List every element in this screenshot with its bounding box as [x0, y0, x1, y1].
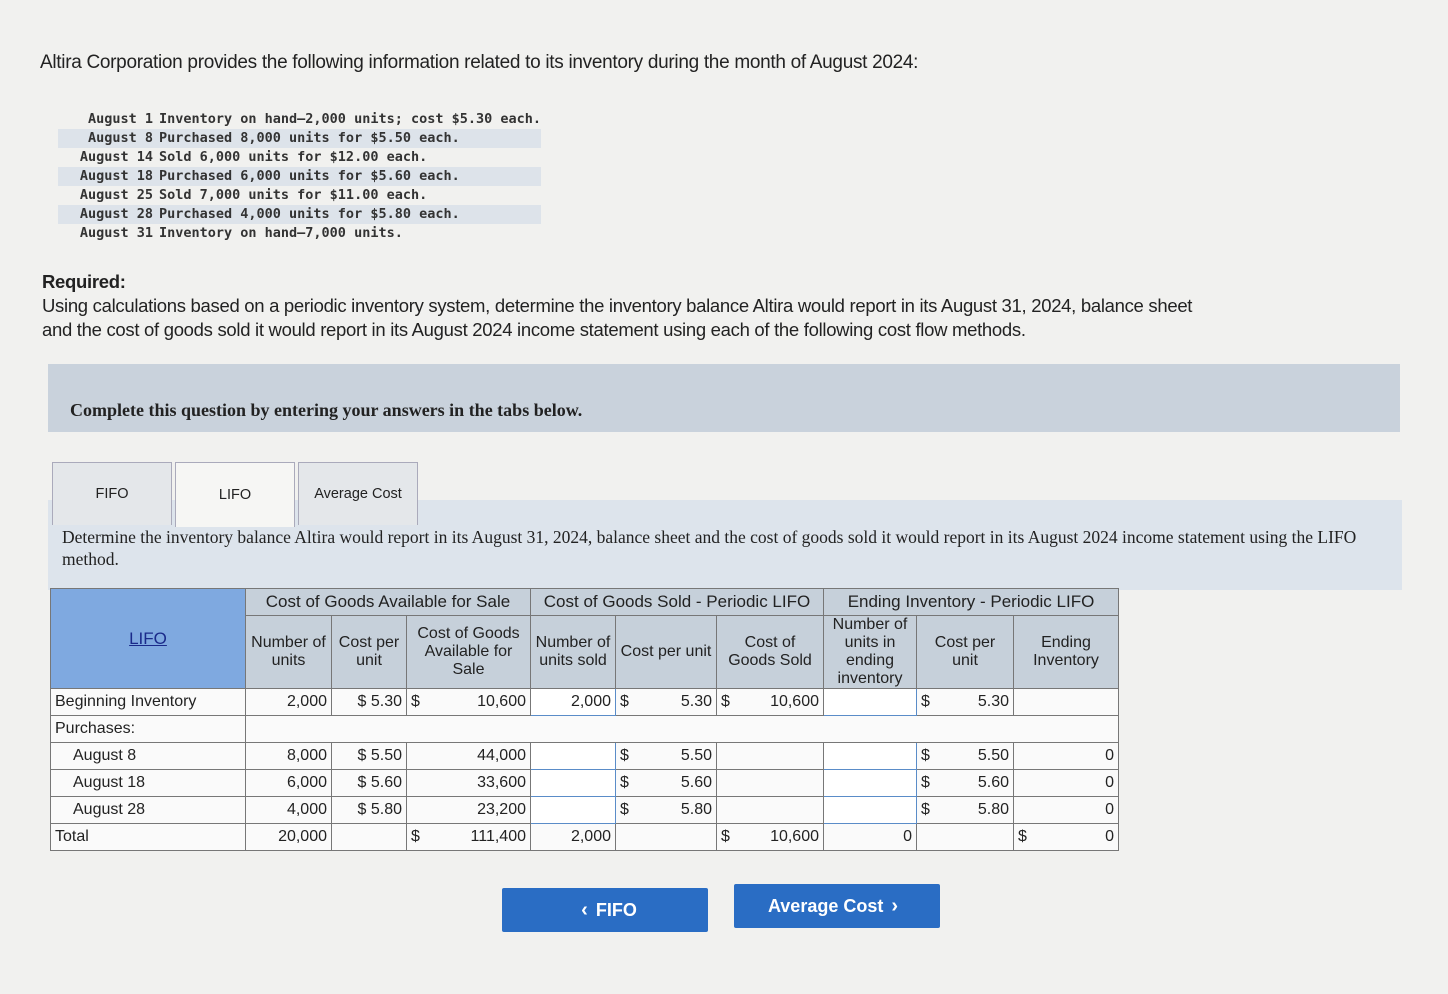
cogas-cell: 23,200 [407, 797, 531, 824]
cpu-value: 5.80 [680, 801, 712, 818]
cogas-cell: 44,000 [407, 743, 531, 770]
method-label: LIFO [51, 589, 246, 689]
transaction-date: August 25 [79, 187, 153, 203]
ending-cpu-cell [917, 770, 1014, 797]
ending-cpu-value: 5.30 [977, 693, 1009, 710]
cost-cell [332, 689, 407, 716]
cogas-total: 111,400 [470, 828, 526, 845]
col-header: Cost of Goods Available for Sale [407, 616, 531, 689]
ending-units-input[interactable] [824, 797, 917, 824]
currency-symbol: $ [357, 747, 367, 764]
chevron-right-icon: › [891, 894, 899, 917]
cogas-cell [407, 689, 531, 716]
cost-cell [332, 743, 407, 770]
ending-inventory-total: 0 [1105, 828, 1114, 845]
currency-symbol: $ [620, 774, 629, 791]
units-sold-input[interactable]: 2,000 [531, 689, 616, 716]
ending-cpu-cell [917, 743, 1014, 770]
currency-symbol: $ [921, 693, 930, 710]
empty-row-fill [246, 716, 1119, 743]
cogas-value: 10,600 [477, 693, 526, 710]
table-row-total [51, 824, 1119, 851]
transaction-text: Inventory on hand–2,000 units; cost $5.30 each. [159, 111, 542, 127]
ending-units-input[interactable] [824, 689, 917, 716]
transaction-text: Inventory on hand–7,000 units. [159, 225, 403, 241]
lifo-table [50, 588, 1119, 851]
ending-units-input[interactable] [824, 770, 917, 797]
ending-cpu-cell [917, 689, 1014, 716]
col-header: Cost per unit [917, 616, 1014, 689]
units-sold-input[interactable] [531, 797, 616, 824]
tab-fifo[interactable]: FIFO [52, 462, 172, 525]
col-header: Ending Inventory [1014, 616, 1119, 689]
cogs-cpu-cell [616, 770, 717, 797]
ending-inventory-total-cell [1014, 824, 1119, 851]
tab-instruction: Determine the inventory balance Altira would report in its August 31, 2024, balance sheet and the cost of goods sold it would report in its August 2024 income statement using the LIFO method. [62, 527, 1357, 569]
required-heading: Required: [42, 271, 126, 292]
cost-value: 5.80 [370, 801, 402, 818]
group-header-ending: Ending Inventory - Periodic LIFO [824, 589, 1119, 616]
required-section [42, 270, 1202, 342]
cost-cell [332, 770, 407, 797]
cpu-value: 5.30 [680, 693, 712, 710]
units-cell: 2,000 [246, 689, 332, 716]
cogs-cpu-cell [616, 797, 717, 824]
currency-symbol: $ [620, 801, 629, 818]
ending-cpu-total-cell [917, 824, 1014, 851]
cost-value: 5.60 [370, 774, 402, 791]
ending-cpu-value: 5.80 [977, 801, 1009, 818]
transaction-date: August 8 [87, 130, 153, 146]
currency-symbol: $ [1018, 828, 1027, 845]
currency-symbol: $ [357, 693, 367, 710]
col-header: Number of units sold [531, 616, 616, 689]
chevron-left-icon: ‹ [581, 898, 588, 921]
currency-symbol: $ [721, 693, 730, 710]
cogs-cell [717, 743, 824, 770]
transaction-date: August 14 [79, 149, 153, 165]
intro-text: Altira Corporation provides the following information related to its inventory during the month of August 2024: [40, 52, 919, 73]
cost-total-cell [332, 824, 407, 851]
units-sold-input[interactable] [531, 770, 616, 797]
units-cell: 8,000 [246, 743, 332, 770]
table-row [51, 770, 1119, 797]
cogs-cpu-total-cell [616, 824, 717, 851]
row-label: Beginning Inventory [51, 689, 246, 716]
cost-value: 5.50 [370, 747, 402, 764]
units-sold-input[interactable] [531, 743, 616, 770]
cost-cell [332, 797, 407, 824]
cogas-cell: 33,600 [407, 770, 531, 797]
currency-symbol: $ [357, 801, 367, 818]
row-label: August 18 [51, 770, 246, 797]
row-label: August 28 [51, 797, 246, 824]
col-header: Number of units [246, 616, 332, 689]
units-sold-total: 2,000 [531, 824, 616, 851]
transaction-row [58, 167, 541, 186]
method-tabs [52, 462, 421, 526]
transaction-row [58, 186, 541, 205]
table-row [51, 743, 1119, 770]
transaction-text: Purchased 8,000 units for $5.50 each. [159, 130, 460, 146]
ending-units-total: 0 [824, 824, 917, 851]
cogs-total-cell [717, 824, 824, 851]
ending-units-input[interactable] [824, 743, 917, 770]
cpu-value: 5.50 [680, 747, 712, 764]
ending-inventory-cell: 0 [1014, 770, 1119, 797]
col-header: Cost of Goods Sold [717, 616, 824, 689]
banner-text: Complete this question by entering your answers in the tabs below. [70, 400, 583, 420]
table-row [51, 716, 1119, 743]
ending-cpu-value: 5.60 [977, 774, 1009, 791]
transaction-row [58, 110, 541, 129]
prev-tab-button[interactable] [502, 888, 708, 932]
transaction-date: August 18 [79, 168, 153, 184]
instructions-banner [48, 364, 1400, 432]
col-header: Number of units in ending inventory [824, 616, 917, 689]
required-text: Using calculations based on a periodic inventory system, determine the inventory balance Altira would report in its August 31, 2024, balance sheet and the cost of goods sold it would report in its August 2024 income statement using each of the following cost flow methods. [42, 295, 1193, 340]
cogs-cell [717, 797, 824, 824]
currency-symbol: $ [721, 828, 730, 845]
tab-lifo[interactable]: LIFO [175, 462, 295, 527]
ending-cpu-value: 5.50 [977, 747, 1009, 764]
currency-symbol: $ [921, 747, 930, 764]
cogs-cell [717, 689, 824, 716]
cogs-cell [717, 770, 824, 797]
transaction-text: Purchased 4,000 units for $5.80 each. [159, 206, 460, 222]
cogas-total-cell [407, 824, 531, 851]
cogs-cpu-cell [616, 743, 717, 770]
currency-symbol: $ [357, 774, 367, 791]
transaction-row [58, 129, 541, 148]
row-label: August 8 [51, 743, 246, 770]
ending-inventory-cell: 0 [1014, 743, 1119, 770]
transaction-text: Sold 6,000 units for $12.00 each. [159, 149, 428, 165]
row-label: Total [51, 824, 246, 851]
cogs-total: 10,600 [770, 828, 819, 845]
table-row [51, 797, 1119, 824]
transaction-date: August 1 [87, 111, 153, 127]
currency-symbol: $ [620, 693, 629, 710]
cogs-cpu-cell [616, 689, 717, 716]
col-header: Cost per unit [616, 616, 717, 689]
cpu-value: 5.60 [680, 774, 712, 791]
table-row [51, 689, 1119, 716]
next-tab-label: Average Cost [767, 895, 884, 916]
currency-symbol: $ [921, 774, 930, 791]
units-total: 20,000 [246, 824, 332, 851]
transactions-list [58, 110, 541, 243]
currency-symbol: $ [411, 693, 420, 710]
ending-inventory-cell: 0 [1014, 797, 1119, 824]
cost-value: 5.30 [370, 693, 402, 710]
transaction-row [58, 148, 541, 167]
units-cell: 4,000 [246, 797, 332, 824]
currency-symbol: $ [411, 828, 420, 845]
tab-average-cost[interactable]: Average Cost [298, 462, 418, 525]
row-label: Purchases: [51, 716, 246, 743]
units-cell: 6,000 [246, 770, 332, 797]
transaction-date: August 28 [79, 206, 153, 222]
cogs-value: 10,600 [770, 693, 819, 710]
col-header: Cost per unit [332, 616, 407, 689]
transaction-row [58, 224, 541, 243]
next-tab-button[interactable] [734, 884, 940, 928]
ending-inventory-cell [1014, 689, 1119, 716]
transaction-text: Sold 7,000 units for $11.00 each. [159, 187, 428, 203]
transaction-text: Purchased 6,000 units for $5.60 each. [159, 168, 460, 184]
ending-cpu-cell [917, 797, 1014, 824]
group-header-cogs: Cost of Goods Sold - Periodic LIFO [531, 589, 824, 616]
currency-symbol: $ [620, 747, 629, 764]
group-header-cogas: Cost of Goods Available for Sale [246, 589, 531, 616]
transaction-date: August 31 [79, 225, 153, 241]
currency-symbol: $ [921, 801, 930, 818]
transaction-row [58, 205, 541, 224]
prev-tab-label: FIFO [595, 899, 637, 920]
